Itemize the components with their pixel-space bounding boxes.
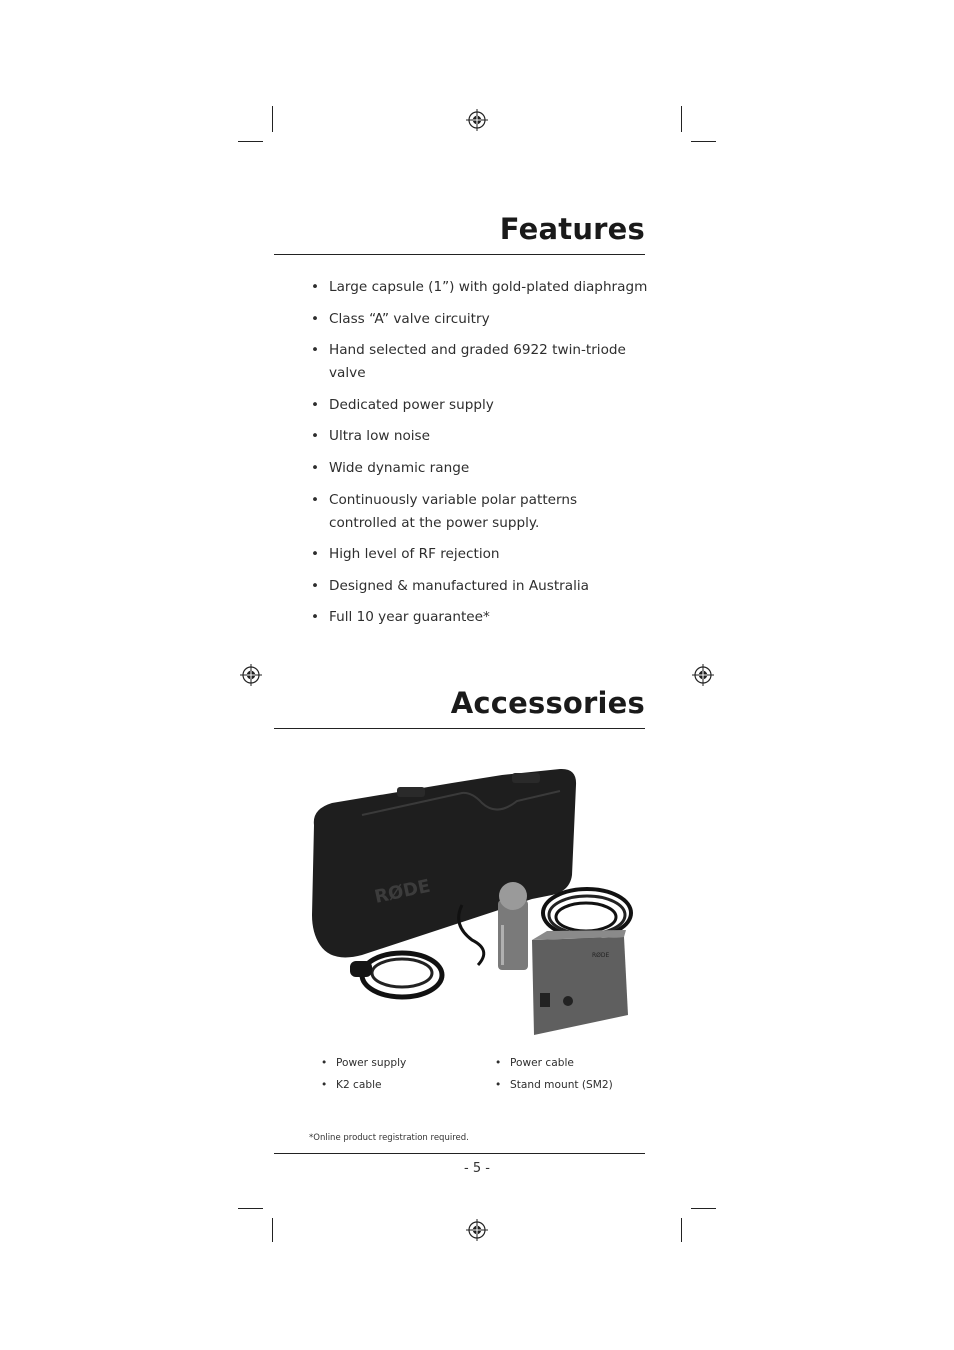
crop-mark (272, 1218, 273, 1242)
list-item: • Continuously variable polar patterns controlled at the power supply. (310, 489, 621, 535)
list-item: • K2 cable (320, 1077, 406, 1093)
list-item: • High level of RF rejection (310, 543, 650, 566)
svg-text:RØDE: RØDE (592, 952, 610, 959)
features-heading: Features (499, 212, 645, 246)
accessories-list-right (494, 1055, 613, 1099)
accessories-heading: Accessories (450, 686, 645, 720)
crop-mark (238, 141, 263, 142)
list-item: • Power supply (320, 1055, 406, 1071)
footnote: *Online product registration required. (309, 1133, 469, 1143)
list-item: • Power cable (494, 1055, 613, 1071)
footer-rule (274, 1153, 645, 1154)
features-rule (274, 254, 645, 255)
list-item: • Dedicated power supply (310, 394, 650, 417)
crop-mark (272, 106, 273, 132)
list-item: • Stand mount (SM2) (494, 1077, 613, 1093)
registration-mark-icon (240, 664, 262, 686)
registration-mark-icon (692, 664, 714, 686)
list-item: • Ultra low noise (310, 425, 650, 448)
page-number: - 5 - (464, 1161, 490, 1176)
list-item: • Hand selected and graded 6922 twin-triode valve (310, 339, 650, 385)
registration-mark-icon (466, 109, 488, 131)
accessories-rule (274, 728, 645, 729)
accessories-list-left (320, 1055, 406, 1099)
list-item: • Wide dynamic range (310, 457, 650, 480)
registration-mark-icon (466, 1219, 488, 1241)
list-item: • Class “A” valve circuitry (310, 308, 650, 331)
crop-mark (681, 1218, 682, 1242)
list-item: • Designed & manufactured in Australia (310, 575, 650, 598)
crop-mark (691, 141, 716, 142)
accessories-photo (302, 765, 634, 1045)
crop-mark (238, 1208, 263, 1209)
svg-text:RØDE: RØDE (372, 875, 433, 908)
crop-mark (681, 106, 682, 132)
crop-mark (691, 1208, 716, 1209)
list-item: • Full 10 year guarantee* (310, 606, 650, 629)
list-item: • Large capsule (1”) with gold-plated diaphragm (310, 276, 650, 299)
features-list (310, 276, 650, 638)
